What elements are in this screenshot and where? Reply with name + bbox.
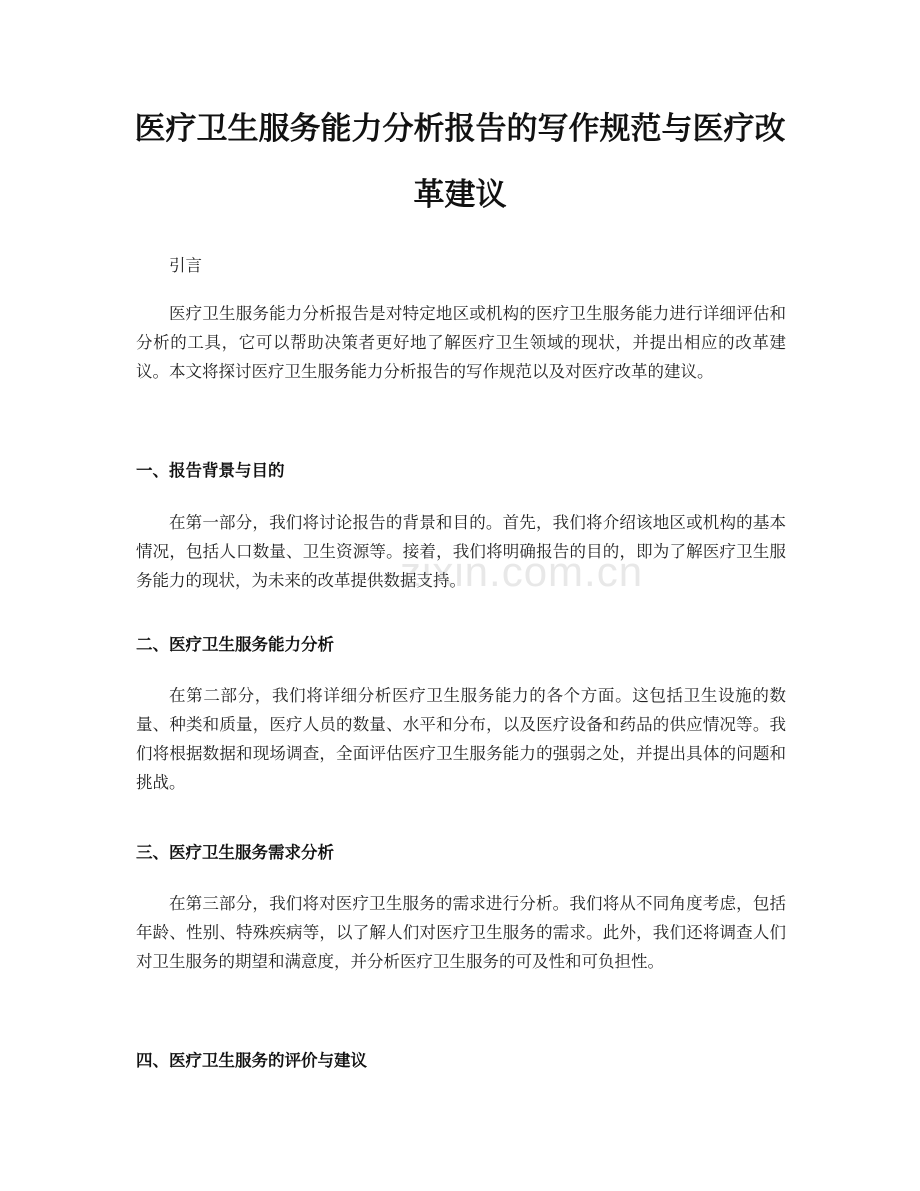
- page-title: 医疗卫生服务能力分析报告的写作规范与医疗改革建议: [134, 111, 786, 213]
- watermark: zixin.com.cn: [400, 548, 644, 595]
- section-paragraph-3: 在第三部分，我们将对医疗卫生服务的需求进行分析。我们将从不同角度考虑，包括年龄、性别、特殊疾病等，以了解人们对医疗卫生服务的需求。此外，我们还将调查人们对卫生服务的期望和满意度，并分析医疗卫生服务的可及性和可负担性。: [136, 894, 786, 971]
- intro-label: 引言: [169, 256, 202, 275]
- section-heading-1: 一、报告背景与目的: [136, 461, 285, 480]
- intro-paragraph: 医疗卫生服务能力分析报告是对特定地区或机构的医疗卫生服务能力进行详细评估和分析的工具，它可以帮助决策者更好地了解医疗卫生领域的现状，并提出相应的改革建议。本文将探讨医疗卫生服务能力分析报告的写作规范以及对医疗改革的建议。: [136, 304, 786, 381]
- section-paragraph-1: 在第一部分，我们将讨论报告的背景和目的。首先，我们将介绍该地区或机构的基本情况，包括人口数量、卫生资源等。接着，我们将明确报告的目的，即为了解医疗卫生服务能力的现状，为未来的改革提供数据支持。: [136, 513, 786, 590]
- section-heading-4: 四、医疗卫生服务的评价与建议: [136, 1051, 367, 1070]
- section-heading-3: 三、医疗卫生服务需求分析: [136, 843, 334, 862]
- section-heading-2: 二、医疗卫生服务能力分析: [136, 635, 334, 654]
- section-paragraph-2: 在第二部分，我们将详细分析医疗卫生服务能力的各个方面。这包括卫生设施的数量、种类和质量，医疗人员的数量、水平和分布，以及医疗设备和药品的供应情况等。我们将根据数据和现场调查，全面评估医疗卫生服务能力的强弱之处，并提出具体的问题和挑战。: [136, 686, 786, 792]
